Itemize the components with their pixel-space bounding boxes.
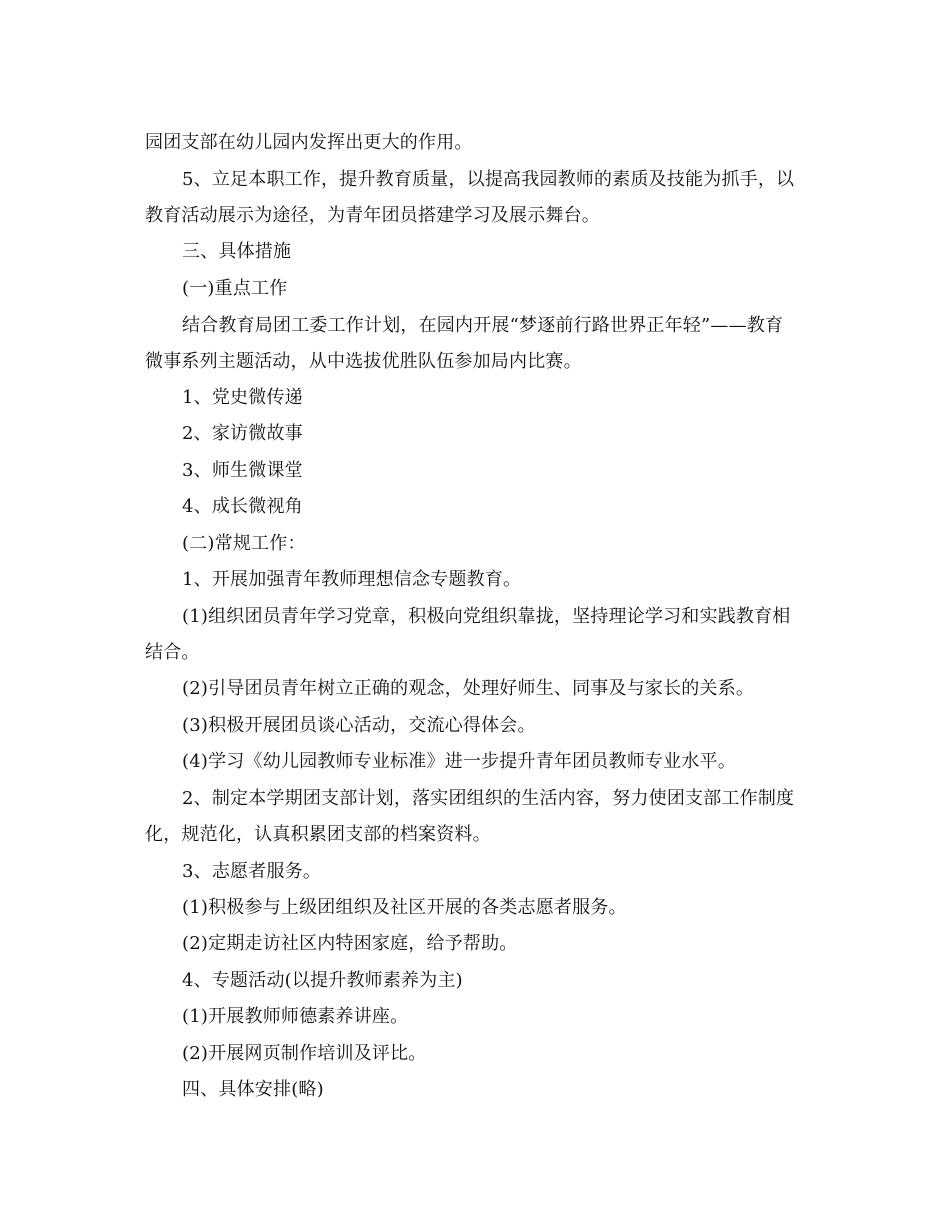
list-item: (1)积极参与上级团组织及社区开展的各类志愿者服务。 (182, 897, 627, 918)
list-item: 2、家访微故事 (182, 423, 303, 444)
list-item: (1)组织团员青年学习党章，积极向党组织靠拢，坚持理论学习和实践教育相 (182, 606, 791, 627)
list-item: 1、党史微传递 (182, 387, 303, 408)
paragraph-line: 教育活动展示为途径，为青年团员搭建学习及展示舞台。 (145, 205, 600, 226)
list-item: (2)定期走访社区内特困家庭，给予帮助。 (182, 933, 518, 954)
paragraph-line: 结合教育局团工委工作计划，在园内开展“梦逐前行路世界正年轻”——教育 (182, 315, 784, 336)
paragraph-line: 微事系列主题活动，从中选拔优胜队伍参加局内比赛。 (145, 351, 582, 372)
list-item: 2、制定本学期团支部计划，落实团组织的生活内容，努力使团支部工作制度 (182, 788, 795, 809)
paragraph-line: 5、立足本职工作，提升教育质量，以提高我园教师的素质及技能为抓手，以 (182, 169, 795, 190)
section-heading: 三、具体措施 (182, 241, 292, 262)
list-item: (3)积极开展团员谈心活动，交流心得体会。 (182, 715, 536, 736)
list-item: (2)开展网页制作培训及评比。 (182, 1043, 427, 1064)
paragraph-line: 园团支部在幼儿园内发挥出更大的作用。 (145, 132, 473, 153)
subsection-heading: (一)重点工作 (182, 278, 288, 299)
list-item: 1、开展加强青年教师理想信念专题教育。 (182, 569, 522, 590)
paragraph-line: 化，规范化，认真积累团支部的档案资料。 (145, 824, 491, 845)
list-item: (4)学习《幼儿园教师专业标准》进一步提升青年团员教师专业水平。 (182, 751, 736, 772)
list-item: 4、专题活动(以提升教师素养为主) (182, 970, 463, 991)
list-item: 3、师生微课堂 (182, 460, 303, 481)
list-item: (2)引导团员青年树立正确的观念，处理好师生、同事及与家长的关系。 (182, 678, 755, 699)
section-heading: 四、具体安排(略) (182, 1079, 324, 1100)
paragraph-line: 结合。 (145, 642, 200, 663)
subsection-heading: (二)常规工作： (182, 533, 306, 554)
list-item: (1)开展教师师德素养讲座。 (182, 1006, 409, 1027)
list-item: 3、志愿者服务。 (182, 861, 322, 882)
list-item: 4、成长微视角 (182, 496, 303, 517)
